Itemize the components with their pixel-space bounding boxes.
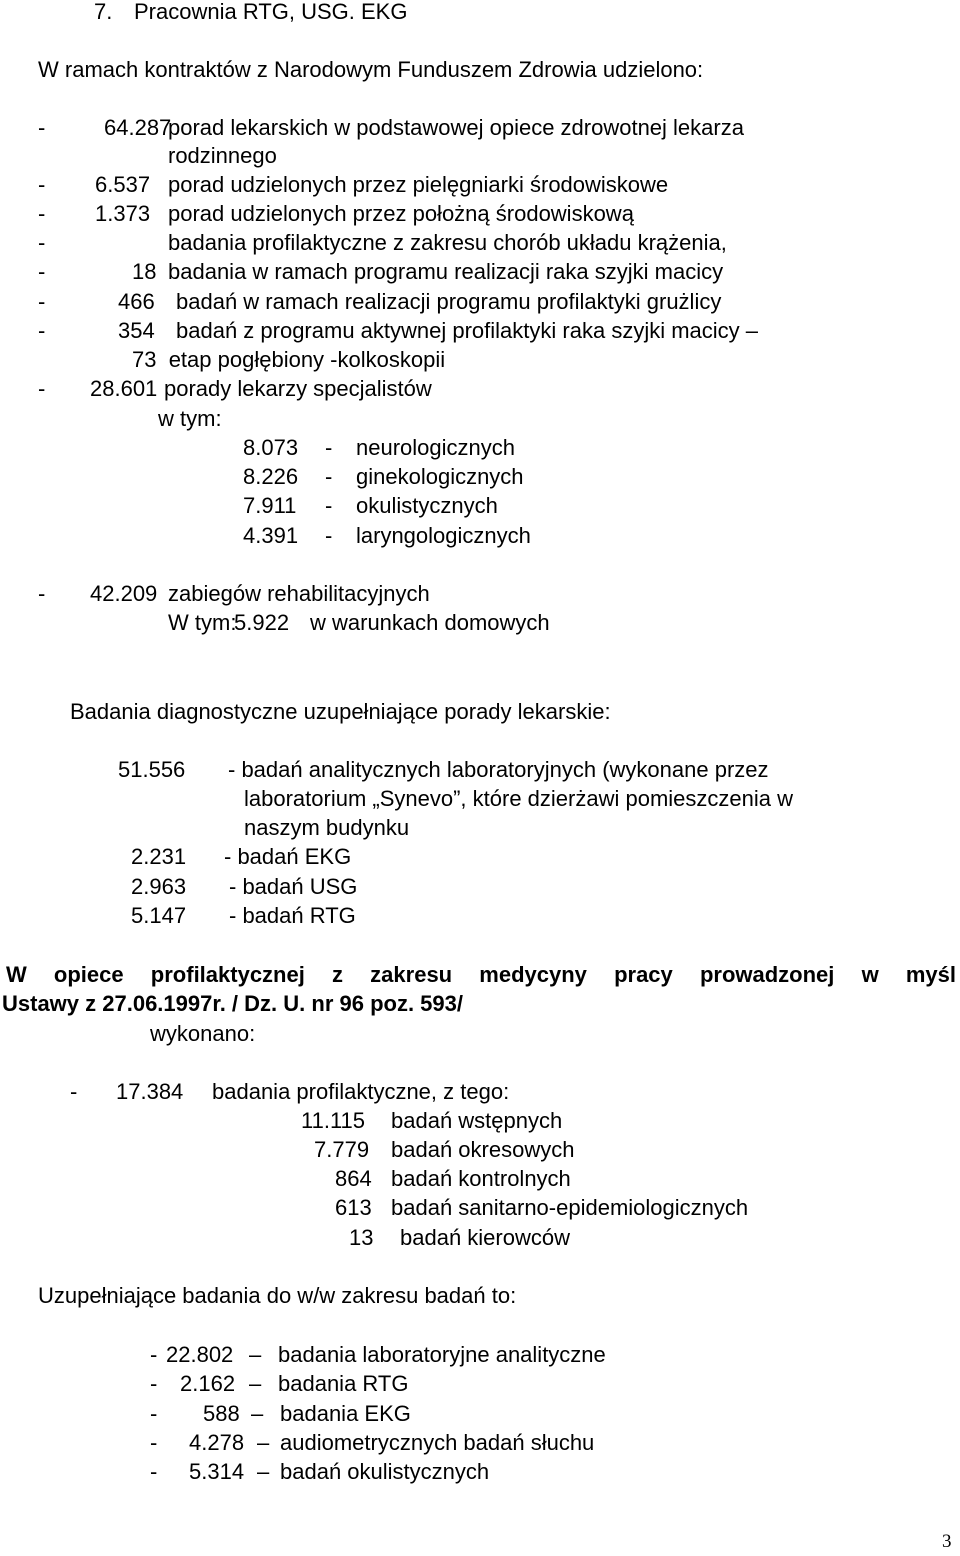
list-value: 28.601 [90, 376, 158, 401]
list-dash: - [150, 1401, 158, 1426]
list-separator: – [257, 1430, 270, 1455]
list-value: 466 [118, 289, 155, 314]
list-dash: - [38, 201, 46, 226]
nfz-heading: W ramach kontraktów z Narodowym Funduszem Zdrowia udzielono: [38, 57, 704, 82]
diagnostic-value: 2.231 [131, 844, 187, 869]
list-dash: - [150, 1342, 158, 1367]
list-value: 354 [118, 318, 155, 343]
diagnostic-text: - badań USG [229, 874, 358, 899]
list-text: badania RTG [278, 1371, 409, 1396]
list-dash: - [38, 259, 46, 284]
list-text: badania laboratoryjne analityczne [278, 1342, 606, 1367]
list-separator: – [249, 1371, 262, 1396]
page-number: 3 [942, 1531, 952, 1552]
diagnostic-value: 2.963 [131, 874, 187, 899]
diagnostic-text: naszym budynku [244, 815, 410, 840]
list-value: 1.373 [95, 201, 151, 226]
specialist-value: 7.911 [243, 493, 297, 518]
list-dash: - [38, 318, 46, 343]
breakdown-label: badań kontrolnych [391, 1166, 571, 1191]
list-value: 42.209 [90, 581, 158, 606]
diagnostic-value: 51.556 [118, 757, 186, 782]
diagnostic-text: - badań EKG [224, 844, 352, 869]
list-text: zabiegów rehabilitacyjnych [168, 581, 430, 606]
diagnostic-text: - badań RTG [229, 903, 356, 928]
specialist-label: neurologicznych [356, 435, 515, 460]
list-text: porad udzielonych przez położną środowiskową [168, 201, 634, 226]
list-value: 5.314 [189, 1459, 245, 1484]
list-dash: - [38, 289, 46, 314]
list-dash: - [38, 115, 46, 140]
list-dash: - [150, 1371, 158, 1396]
list-value: 2.162 [180, 1371, 236, 1396]
breakdown-value: 13 [349, 1225, 374, 1250]
specialist-value: 8.073 [243, 435, 299, 460]
occupational-heading: W opiece profilaktycznej z zakresu medycyny pracy prowadzonej w myśl [6, 962, 956, 987]
breakdown-label: badań wstępnych [391, 1108, 563, 1133]
occupational-done-label: wykonano: [150, 1021, 256, 1046]
rehab-sub-text: w warunkach domowych [310, 610, 550, 635]
specialist-label: okulistycznych [356, 493, 498, 518]
specialist-label: ginekologicznych [356, 464, 524, 489]
breakdown-value: 7.779 [314, 1137, 370, 1162]
list-dash: - [150, 1430, 158, 1455]
list-dash: - [38, 172, 46, 197]
diagnostic-value: 5.147 [131, 903, 187, 928]
breakdown-label: badań sanitarno-epidemiologicznych [391, 1195, 749, 1220]
list-dash: - [150, 1459, 158, 1484]
list-value: 22.802 [166, 1342, 234, 1367]
list-text: porady lekarzy specjalistów [164, 376, 432, 401]
list-dash: - [70, 1079, 78, 1104]
diagnostic-text: laboratorium „Synevo”, które dzierżawi pomieszczenia w [244, 786, 793, 811]
specialist-label: laryngologicznych [356, 523, 531, 548]
list-value: 6.537 [95, 172, 151, 197]
list-value: 588 [203, 1401, 240, 1426]
specialist-value: 4.391 [243, 523, 299, 548]
list-dash: - [38, 376, 46, 401]
diagnostics-heading: Badania diagnostyczne uzupełniające porady lekarskie: [70, 699, 611, 724]
breakdown-label: badań okresowych [391, 1137, 575, 1162]
list-text: badania EKG [280, 1401, 411, 1426]
list-text: badania w ramach programu realizacji raka szyjki macicy [168, 259, 724, 284]
list-separator: – [257, 1459, 270, 1484]
list-value: 17.384 [116, 1079, 184, 1104]
list-text: badań okulistycznych [280, 1459, 490, 1484]
specialist-dash: - [325, 523, 333, 548]
list-text-continuation: rodzinnego [168, 143, 277, 168]
list-text: porad lekarskich w podstawowej opiece zdrowotnej lekarza [168, 115, 744, 140]
occupational-heading-2: Ustawy z 27.06.1997r. / Dz. U. nr 96 poz. 593/ [2, 991, 464, 1016]
breakdown-value: 864 [335, 1166, 372, 1191]
supplementary-heading: Uzupełniające badania do w/w zakresu badań to: [38, 1283, 517, 1308]
rehab-sub-label: W tym: [168, 610, 237, 635]
list-subtext: 73 etap pogłębiony -kolkoskopii [132, 347, 446, 372]
specialist-value: 8.226 [243, 464, 299, 489]
list-separator: – [251, 1401, 264, 1426]
list-text: badań w ramach realizacji programu profilaktyki grużlicy [176, 289, 722, 314]
list-text: badania profilaktyczne z zakresu chorób układu krążenia, [168, 230, 727, 255]
list-text: audiometrycznych badań słuchu [280, 1430, 595, 1455]
diagnostic-text: - badań analitycznych laboratoryjnych (wykonane przez [228, 757, 769, 782]
section-title: Pracownia RTG, USG. EKG [134, 0, 408, 24]
specialist-dash: - [325, 464, 333, 489]
list-text: badań z programu aktywnej profilaktyki raka szyjki macicy – [176, 318, 759, 343]
breakdown-value: 613 [335, 1195, 372, 1220]
list-text: porad udzielonych przez pielęgniarki środowiskowe [168, 172, 669, 197]
list-value: 4.278 [189, 1430, 245, 1455]
specialist-dash: - [325, 493, 333, 518]
list-subtext: w tym: [158, 406, 222, 431]
breakdown-label: badań kierowców [400, 1225, 570, 1250]
list-separator: – [249, 1342, 262, 1367]
breakdown-value: 11.115 [301, 1108, 366, 1133]
rehab-sub-value: 5.922 [234, 610, 290, 635]
specialist-dash: - [325, 435, 333, 460]
section-number: 7. [94, 0, 113, 24]
list-text: badania profilaktyczne, z tego: [212, 1079, 510, 1104]
list-dash: - [38, 581, 46, 606]
list-dash: - [38, 230, 46, 255]
list-value: 64.287 [104, 115, 172, 140]
list-value: 18 [132, 259, 157, 284]
